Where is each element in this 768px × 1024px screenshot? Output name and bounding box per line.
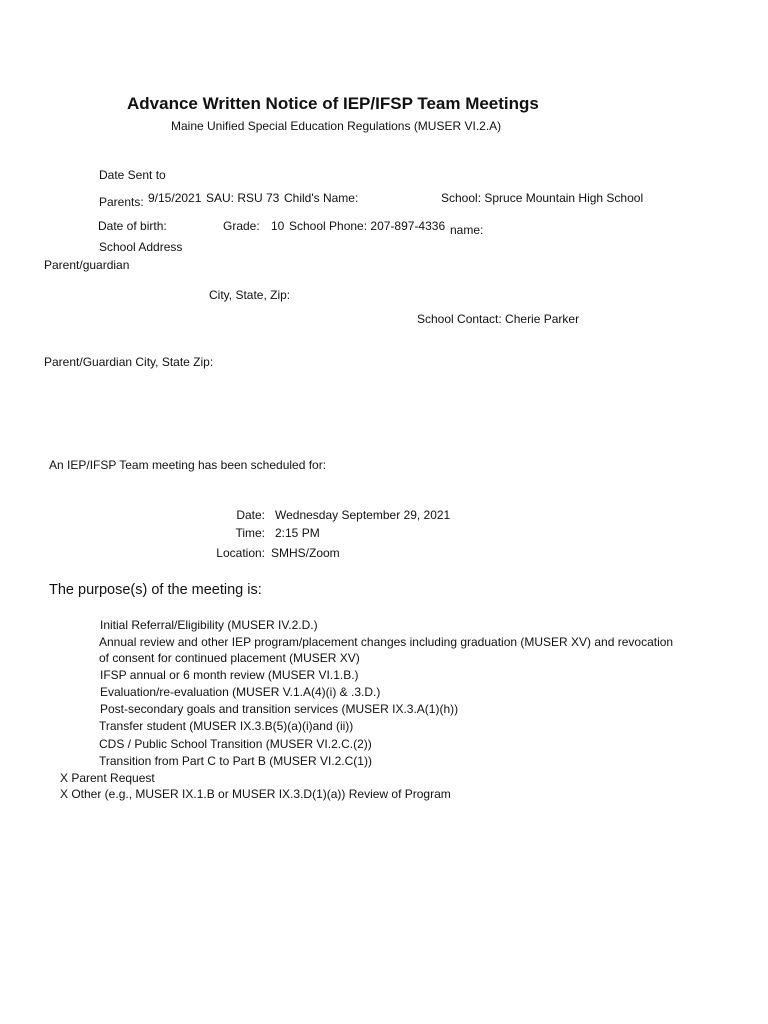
purpose-item: Initial Referral/Eligibility (MUSER IV.2.D.) <box>100 618 318 632</box>
page-title: Advance Written Notice of IEP/IFSP Team Meetings <box>127 94 539 113</box>
purpose-item: IFSP annual or 6 month review (MUSER VI.1.B.) <box>100 668 359 682</box>
date-of-birth-label: Date of birth: <box>98 219 167 233</box>
purpose-item: Post-secondary goals and transition services (MUSER IX.3.A(1)(h)) <box>100 702 459 716</box>
school-contact: School Contact: Cherie Parker <box>417 312 580 326</box>
meeting-location-label: Location: <box>216 546 265 560</box>
school-name: School: Spruce Mountain High School <box>441 191 644 205</box>
name-label: name: <box>450 223 484 237</box>
purpose-item: Evaluation/re-evaluation (MUSER V.1.A(4)(i) & .3.D.) <box>100 685 381 699</box>
page-subtitle: Maine Unified Special Education Regulations (MUSER VI.2.A) <box>171 119 502 133</box>
purpose-heading: The purpose(s) of the meeting is: <box>49 582 262 598</box>
meeting-time-label: Time: <box>235 526 265 540</box>
purpose-item: of consent for continued placement (MUSER XV) <box>99 651 360 665</box>
purpose-item: Transfer student (MUSER IX.3.B(5)(a)(i)and (ii)) <box>99 719 354 733</box>
checked-purpose-item: X Parent Request <box>60 771 155 785</box>
meeting-time-value: 2:15 PM <box>275 526 320 540</box>
meeting-date-label: Date: <box>236 508 265 522</box>
sau-value: SAU: RSU 73 <box>206 191 280 205</box>
school-address-label: School Address <box>99 240 183 254</box>
purpose-item: Transition from Part C to Part B (MUSER VI.2.C(1)) <box>99 754 372 768</box>
checked-purpose-item: X Other (e.g., MUSER IX.1.B or MUSER IX.3.D(1)(a)) Review of Program <box>60 787 451 801</box>
date-sent-to-label: Date Sent to <box>99 168 166 182</box>
meeting-location-value: SMHS/Zoom <box>271 546 340 560</box>
parent-guardian-label: Parent/guardian <box>44 258 130 272</box>
purpose-item: CDS / Public School Transition (MUSER VI.2.C.(2)) <box>99 737 372 751</box>
grade-value: 10 <box>271 219 285 233</box>
meeting-date-value: Wednesday September 29, 2021 <box>275 508 451 522</box>
city-state-zip-label: City, State, Zip: <box>209 288 291 302</box>
school-phone: School Phone: 207-897-4336 <box>289 219 446 233</box>
purpose-item: Annual review and other IEP program/placement changes including graduation (MUSER XV) and revocation <box>99 635 674 649</box>
childs-name-label: Child's Name: <box>284 191 359 205</box>
grade-label: Grade: <box>223 219 260 233</box>
parents-label: Parents: <box>99 195 144 209</box>
meeting-intro: An IEP/IFSP Team meeting has been scheduled for: <box>49 458 327 472</box>
date-sent-value: 9/15/2021 <box>148 191 202 205</box>
parent-city-state-zip-label: Parent/Guardian City, State Zip: <box>44 355 214 369</box>
